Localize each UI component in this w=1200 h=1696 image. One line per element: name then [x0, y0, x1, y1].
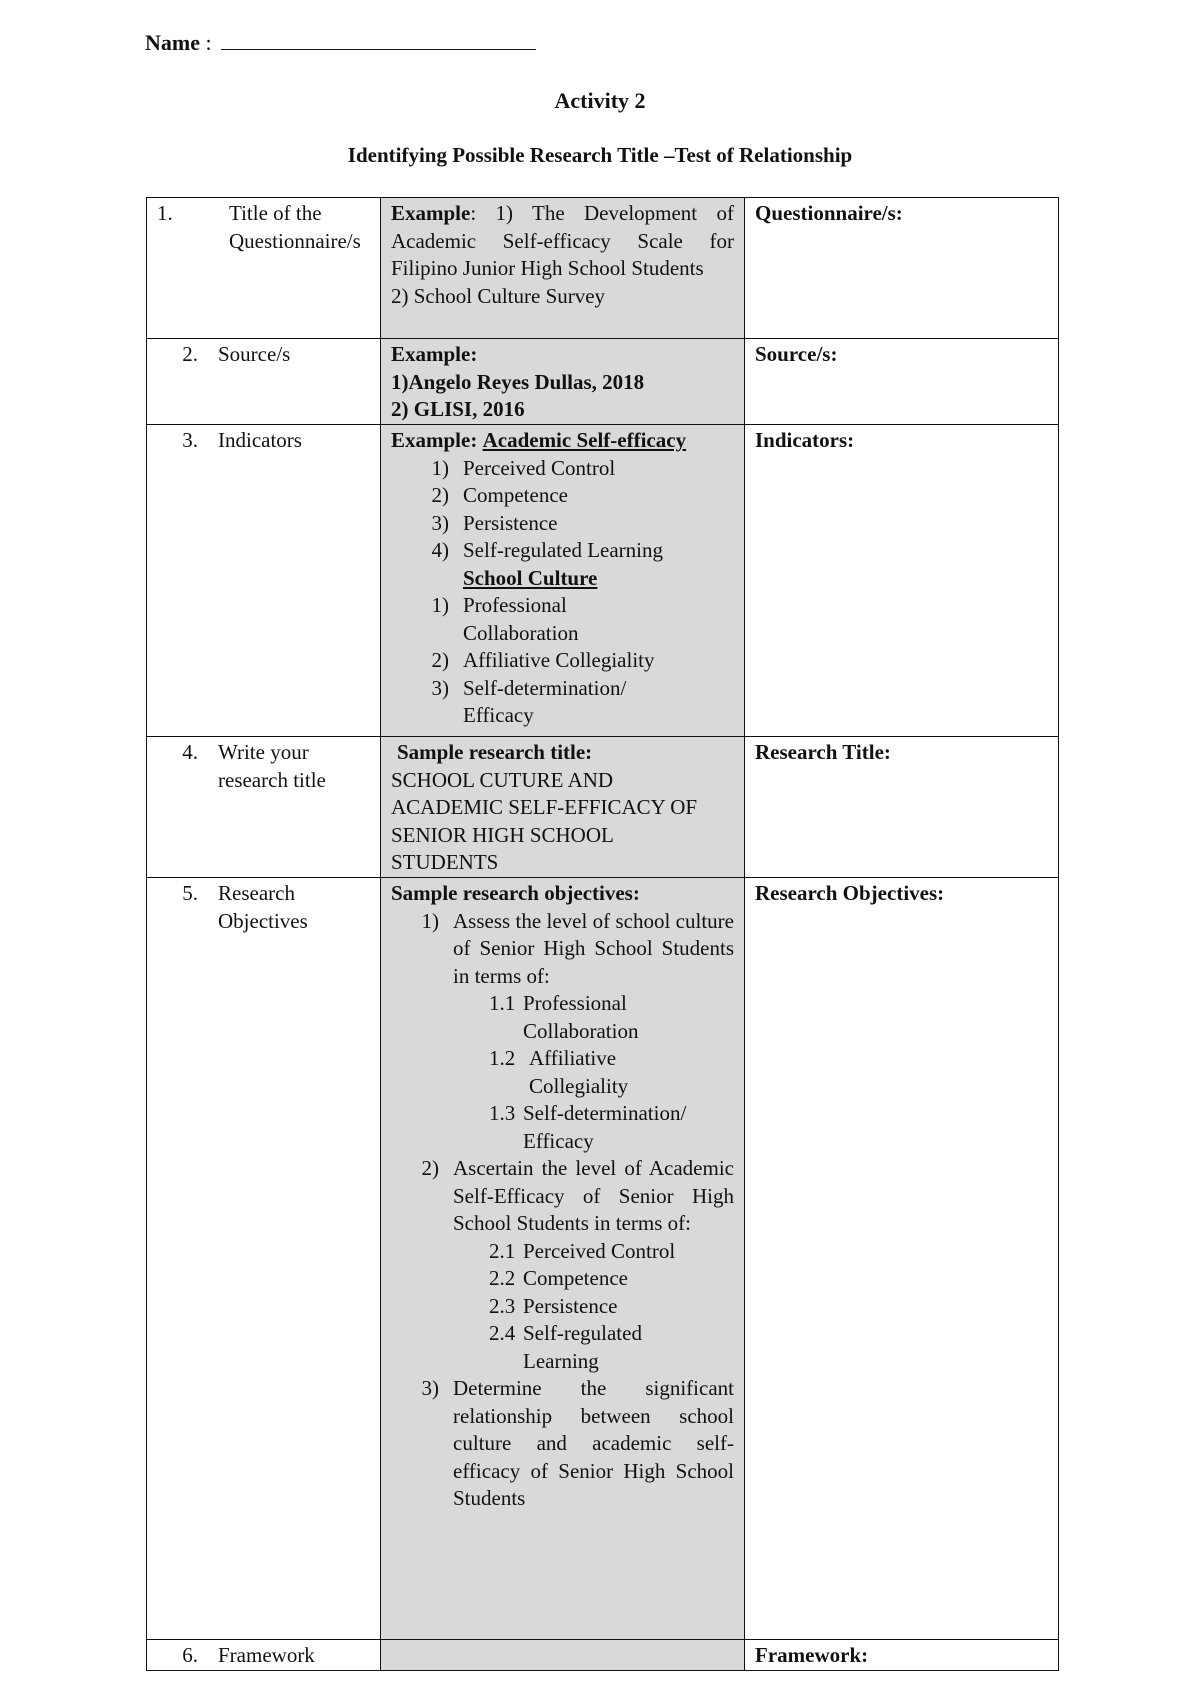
indicator-group-title: School Culture — [463, 565, 598, 590]
sub-objective-item: 1.3 Self-determination/ Efficacy — [489, 1101, 687, 1153]
row-number: 4. — [182, 740, 198, 764]
activity-table — [146, 197, 1059, 1671]
list-item: 2) Competence — [431, 483, 568, 507]
list-item: 3) Persistence — [431, 510, 558, 535]
row-label: Indicators — [218, 428, 302, 452]
row-label: Framework — [218, 1643, 315, 1667]
example-cell — [381, 425, 745, 737]
activity-subtitle: Identifying Possible Research Title –Test of Relationship — [347, 143, 853, 167]
answer-cell[interactable] — [745, 339, 1059, 425]
answer-cell[interactable] — [745, 737, 1059, 878]
row-label-cell — [147, 737, 381, 878]
sub-objective-item: 2.2 Competence — [489, 1266, 628, 1290]
activity-title: Activity 2 — [554, 88, 646, 113]
answer-cell[interactable] — [745, 878, 1059, 1640]
answer-label: Research Title: — [755, 740, 891, 764]
list-item: 3) Self-determination/ Efficacy — [431, 675, 627, 727]
table-row — [147, 878, 1059, 1640]
row-label-cell — [147, 425, 381, 737]
list-item: 4) Self-regulated Learning — [431, 538, 663, 562]
objective-item: 3) Determine the significant relationship between school culture and academic self-efficacy of Senior High School Students — [421, 1376, 734, 1510]
row-label-cell — [147, 1640, 381, 1671]
example-label: Example — [391, 201, 471, 225]
example-label: Sample research objectives: — [391, 881, 640, 905]
source-item: 2) GLISI, 2016 — [391, 397, 525, 421]
example-cell — [381, 878, 745, 1640]
example-label: Sample research title: — [397, 740, 593, 764]
row-label: Source/s — [218, 342, 291, 366]
example-title-1: : 1) The Development of Academic Self-efficacy Scale for Filipino Junior High School Students — [391, 201, 734, 280]
name-label: Name — [145, 30, 200, 55]
example-label: Example: — [391, 342, 478, 366]
table-row — [147, 339, 1059, 425]
name-blank-field[interactable] — [221, 31, 536, 50]
answer-label: Source/s: — [755, 342, 838, 366]
row-number: 2. — [182, 342, 198, 366]
example-cell — [381, 339, 745, 425]
row-label-cell — [147, 198, 381, 339]
row-label: Title of the Questionnaire/s — [229, 201, 361, 253]
row-label-cell — [147, 878, 381, 1640]
answer-cell[interactable] — [745, 425, 1059, 737]
answer-cell[interactable] — [745, 198, 1059, 339]
table-row — [147, 425, 1059, 737]
table-row — [147, 1640, 1059, 1671]
answer-label: Questionnaire/s: — [755, 201, 903, 225]
table-row — [147, 198, 1059, 339]
sub-objective-item: 2.3 Persistence — [489, 1293, 618, 1318]
sub-objective-item: 1.1 Professional Collaboration — [489, 991, 639, 1043]
answer-label: Indicators: — [755, 428, 855, 452]
example-title-2: 2) School Culture Survey — [391, 283, 606, 308]
objective-item: 2) Ascertain the level of Academic Self-Efficacy of Senior High School Students in terms of: — [421, 1156, 734, 1235]
list-item: 1) Professional Collaboration — [431, 593, 579, 645]
list-item: 2) Affiliative Collegiality — [431, 648, 655, 672]
row-label: Research Objectives — [218, 881, 308, 933]
source-item: 1)Angelo Reyes Dullas, 2018 — [391, 369, 645, 394]
row-number: 3. — [182, 428, 198, 452]
row-label: Write your research title — [218, 740, 326, 792]
name-line — [145, 30, 536, 56]
example-cell — [381, 198, 745, 339]
answer-label: Research Objectives: — [755, 881, 945, 905]
example-cell — [381, 1640, 745, 1671]
row-number: 5. — [182, 881, 198, 905]
list-item: 1) Perceived Control — [431, 455, 616, 480]
example-cell — [381, 737, 745, 878]
name-colon: : — [205, 30, 212, 55]
indicator-group-title: Academic Self-efficacy — [482, 428, 687, 452]
example-research-title: SCHOOL CUTURE AND ACADEMIC SELF-EFFICACY OF SENIOR HIGH SCHOOL STUDENTS — [391, 767, 698, 874]
answer-cell[interactable] — [745, 1640, 1059, 1671]
row-number: 1. — [157, 201, 173, 225]
sub-objective-item: 2.4 Self-regulated Learning — [489, 1321, 642, 1373]
example-label: Example: — [391, 428, 478, 452]
example-text — [391, 200, 734, 283]
objective-item: 1) Assess the level of school culture of Senior High School Students in terms of: — [421, 908, 734, 988]
sub-objective-item: 1.2 Affiliative Collegiality — [489, 1046, 629, 1098]
table-row — [147, 737, 1059, 878]
sub-objective-item: 2.1 Perceived Control — [489, 1238, 676, 1263]
row-number: 6. — [182, 1643, 198, 1667]
answer-label: Framework: — [755, 1643, 869, 1667]
row-label-cell — [147, 339, 381, 425]
